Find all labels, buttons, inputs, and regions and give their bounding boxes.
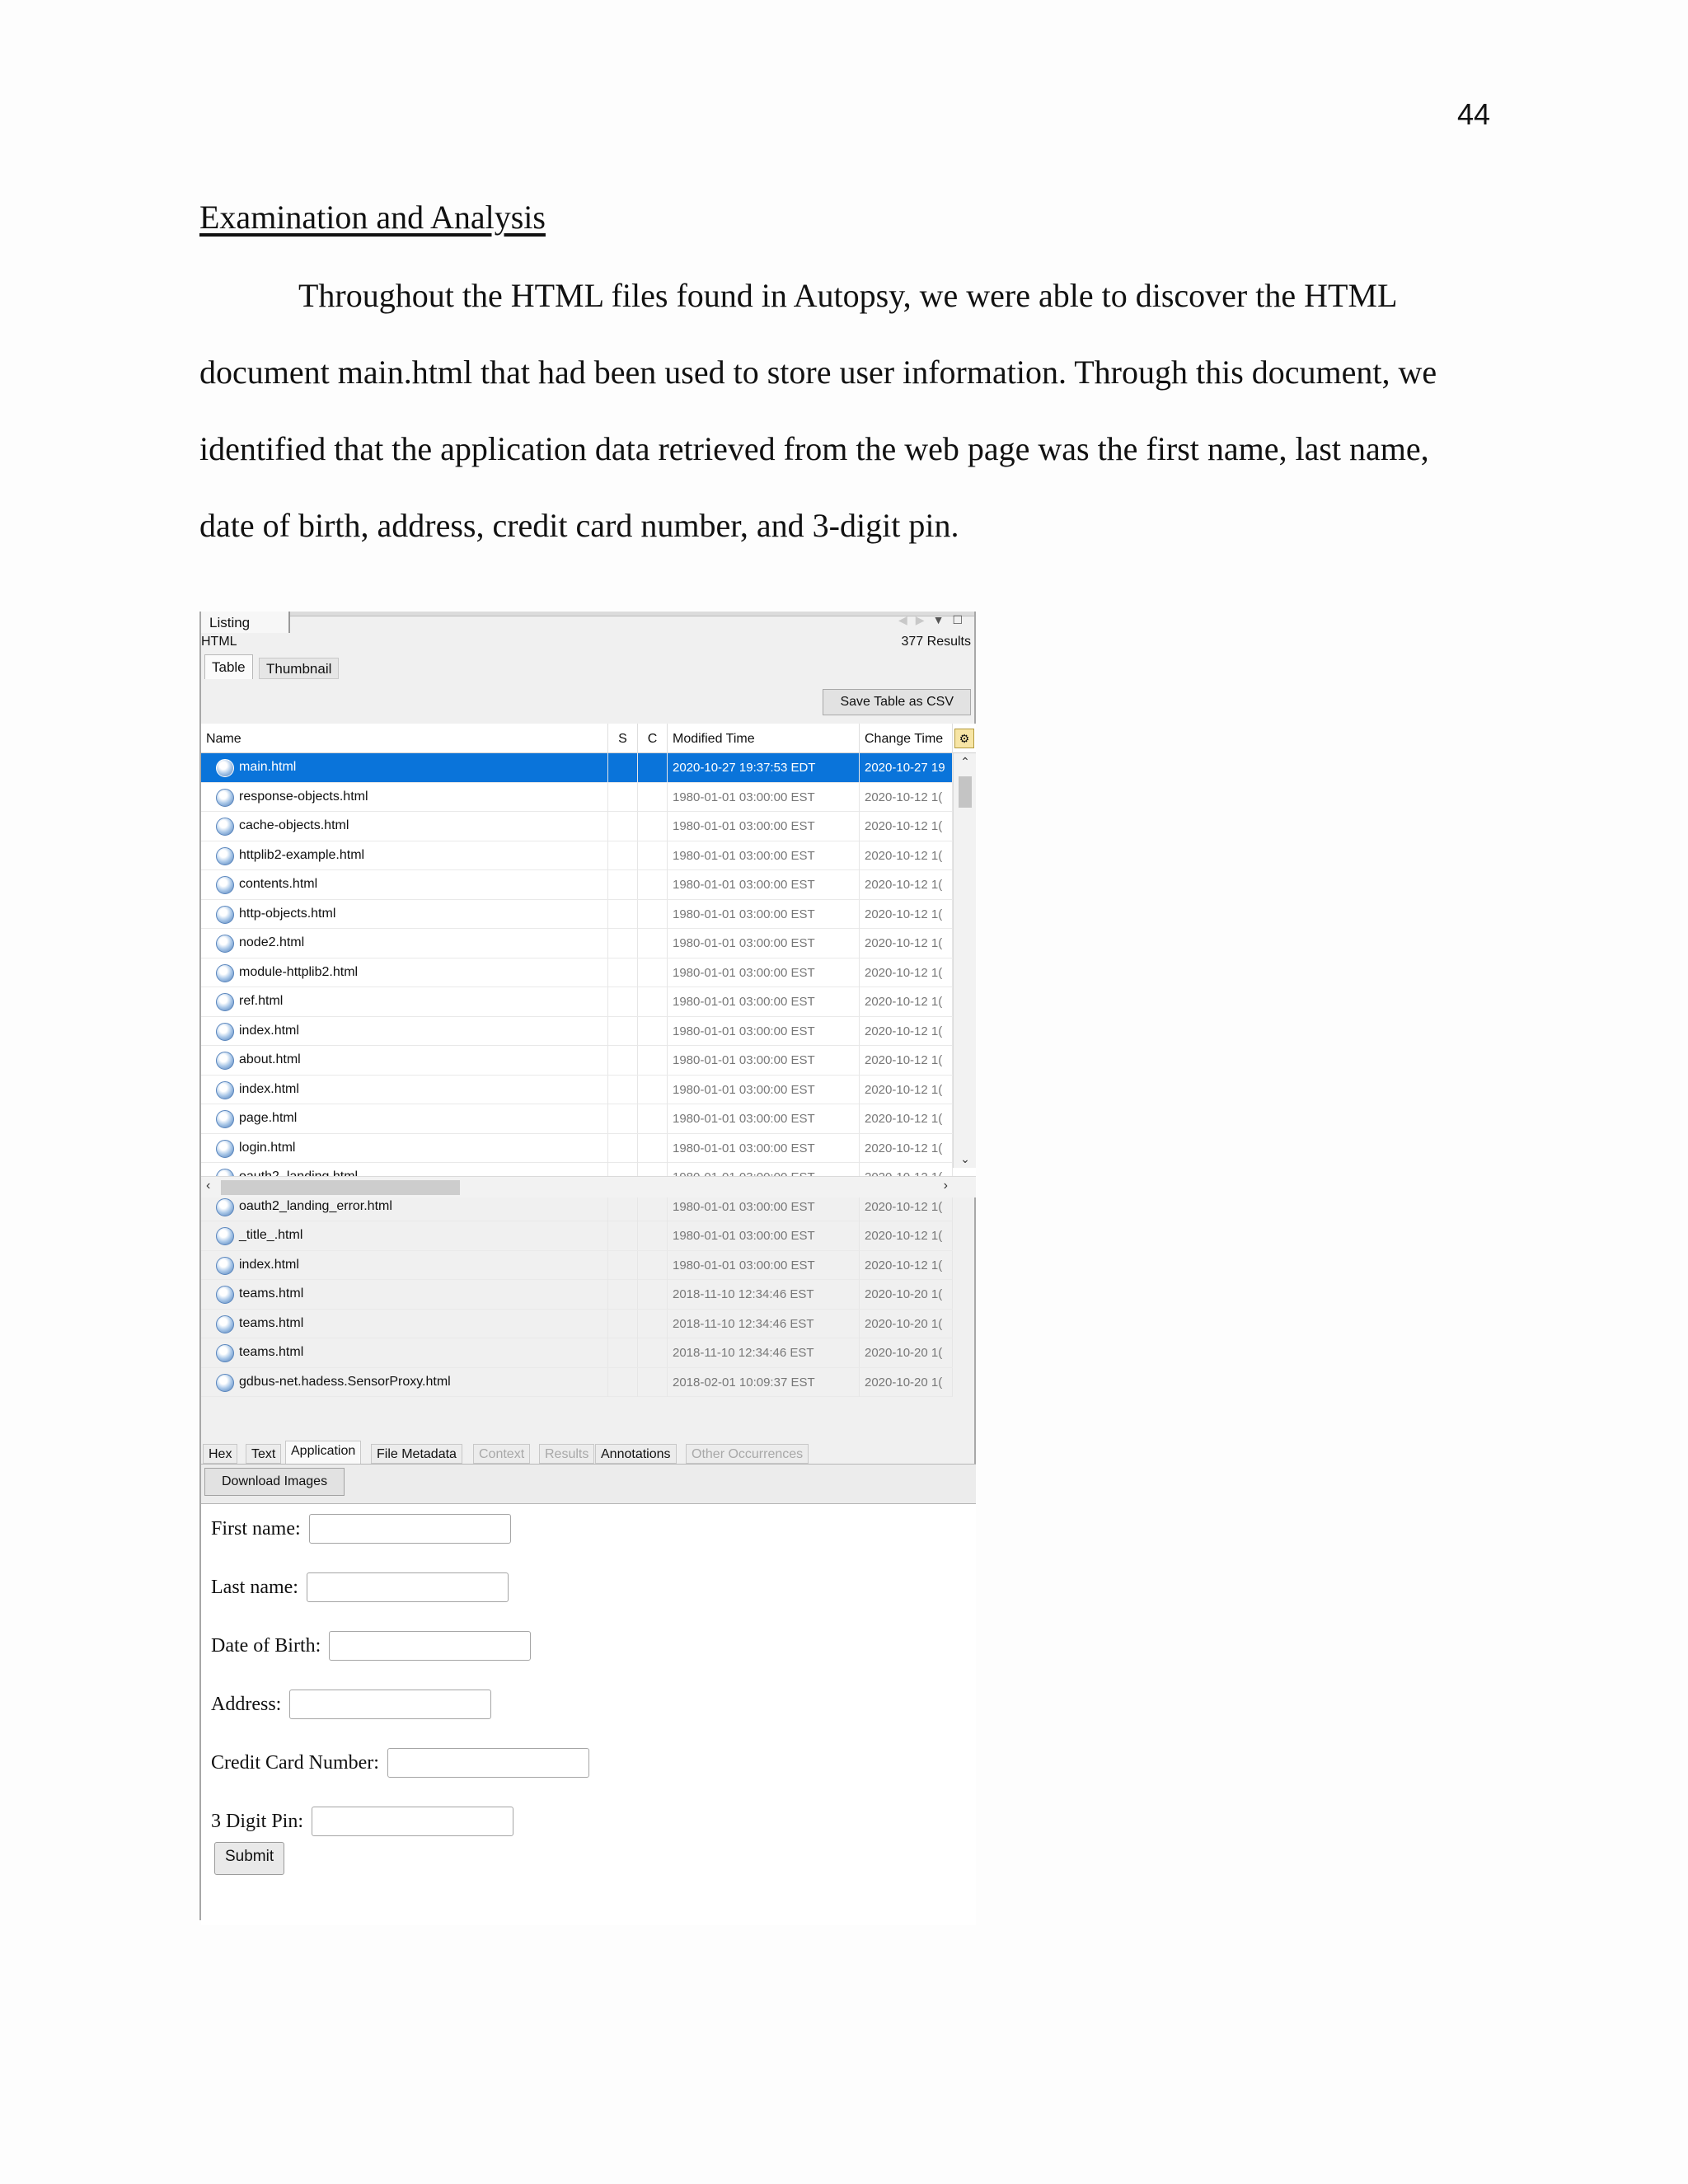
form-row <box>211 1805 513 1838</box>
file-name: node2.html <box>239 935 305 949</box>
listing-header <box>201 612 974 633</box>
cell-modified-time: 1980-01-01 03:00:00 EST <box>668 1221 860 1250</box>
form-row <box>211 1688 491 1721</box>
first-name-input[interactable] <box>309 1514 511 1544</box>
cell-c <box>638 812 668 841</box>
save-table-csv-button[interactable]: Save Table as CSV <box>823 689 971 715</box>
cell-c <box>638 1368 668 1397</box>
results-table <box>201 724 976 1390</box>
cell-s <box>608 1251 638 1280</box>
html-file-icon <box>216 935 234 953</box>
tab-hex[interactable]: Hex <box>203 1444 237 1464</box>
scroll-down-icon[interactable]: ⌄ <box>960 1152 970 1165</box>
paragraph-line: date of birth, address, credit card number, and 3-digit pin. <box>199 507 959 544</box>
column-change-time[interactable]: Change Time <box>860 724 953 753</box>
tab-table[interactable]: Table <box>204 654 253 679</box>
file-name: teams.html <box>239 1345 304 1359</box>
cell-modified-time: 1980-01-01 03:00:00 EST <box>668 812 860 841</box>
html-file-icon <box>216 1110 234 1128</box>
file-name: main.html <box>239 760 297 774</box>
paragraph-line: identified that the application data retrieved from the web page was the first name, last name, <box>199 430 1429 467</box>
cell-change-time: 2020-10-12 1( <box>860 841 953 870</box>
file-name: response-objects.html <box>239 789 368 804</box>
address-label: Address: <box>211 1693 282 1715</box>
table-row[interactable] <box>201 958 953 988</box>
table-row[interactable] <box>201 1221 953 1251</box>
cell-modified-time: 2020-10-27 19:37:53 EDT <box>668 753 860 782</box>
path-label: HTML <box>201 635 237 649</box>
cell-c <box>638 900 668 929</box>
cell-modified-time: 1980-01-01 03:00:00 EST <box>668 1193 860 1221</box>
cell-modified-time: 1980-01-01 03:00:00 EST <box>668 783 860 812</box>
file-name: contents.html <box>239 877 318 891</box>
form-row <box>211 1571 509 1604</box>
3-digit-pin-label: 3 Digit Pin: <box>211 1810 304 1832</box>
application-panel <box>201 1464 976 1925</box>
page-number: 44 <box>1456 97 1490 131</box>
cell-change-time: 2020-10-12 1( <box>860 1251 953 1280</box>
cell-change-time: 2020-10-20 1( <box>860 1310 953 1338</box>
file-name: teams.html <box>239 1315 304 1330</box>
file-name: about.html <box>239 1052 301 1066</box>
cell-name <box>201 1338 608 1367</box>
cell-c <box>638 753 668 782</box>
cell-c <box>638 987 668 1016</box>
cell-change-time: 2020-10-12 1( <box>860 812 953 841</box>
tab-other-occurrences: Other Occurrences <box>686 1444 809 1464</box>
scroll-thumb[interactable] <box>959 776 972 808</box>
tab-context: Context <box>473 1444 530 1464</box>
html-file-icon <box>216 1023 234 1041</box>
date-of-birth-input[interactable] <box>329 1631 531 1661</box>
cell-modified-time: 1980-01-01 03:00:00 EST <box>668 958 860 987</box>
cell-change-time: 2020-10-12 1( <box>860 1221 953 1250</box>
file-name: ref.html <box>239 994 284 1008</box>
form-row <box>211 1512 511 1545</box>
file-name: page.html <box>239 1111 298 1125</box>
column-modified-time[interactable]: Modified Time <box>668 724 860 753</box>
vertical-scrollbar[interactable] <box>953 753 976 1168</box>
cell-change-time: 2020-10-12 1( <box>860 900 953 929</box>
cell-s <box>608 1310 638 1338</box>
cell-change-time: 2020-10-12 1( <box>860 1046 953 1075</box>
cell-c <box>638 1338 668 1367</box>
cell-c <box>638 929 668 958</box>
table-row[interactable] <box>201 1046 953 1076</box>
app-toolbar <box>201 1465 976 1504</box>
file-name: module-httplib2.html <box>239 964 359 979</box>
tab-text[interactable]: Text <box>246 1444 281 1464</box>
cell-c <box>638 1017 668 1046</box>
html-file-icon <box>216 789 234 807</box>
file-name: http-objects.html <box>239 906 336 921</box>
cell-c <box>638 1280 668 1309</box>
cell-modified-time: 1980-01-01 03:00:00 EST <box>668 1104 860 1133</box>
html-file-icon <box>216 847 234 865</box>
window-controls <box>898 613 971 627</box>
cell-s <box>608 987 638 1016</box>
cell-s <box>608 812 638 841</box>
cell-s <box>608 1104 638 1133</box>
cell-s <box>608 753 638 782</box>
cell-name <box>201 1368 608 1397</box>
horizontal-scrollbar[interactable] <box>201 1176 976 1197</box>
file-name: teams.html <box>239 1286 304 1301</box>
cell-modified-time: 2018-02-01 10:09:37 EST <box>668 1368 860 1397</box>
html-file-icon <box>216 876 234 894</box>
cell-s <box>608 870 638 899</box>
cell-modified-time: 1980-01-01 03:00:00 EST <box>668 1046 860 1075</box>
cell-name <box>201 900 608 929</box>
html-file-icon <box>216 906 234 924</box>
cell-change-time: 2020-10-12 1( <box>860 929 953 958</box>
table-row[interactable] <box>201 812 953 841</box>
cell-name <box>201 783 608 812</box>
cell-change-time: 2020-10-12 1( <box>860 870 953 899</box>
last-name-label: Last name: <box>211 1576 298 1598</box>
cell-c <box>638 1134 668 1163</box>
cell-name <box>201 812 608 841</box>
form-row <box>211 1629 531 1662</box>
cell-name <box>201 1104 608 1133</box>
file-name: gdbus-net.hadess.SensorProxy.html <box>239 1374 451 1389</box>
file-name: index.html <box>239 1081 299 1096</box>
cell-change-time: 2020-10-12 1( <box>860 958 953 987</box>
cell-s <box>608 1076 638 1104</box>
body-paragraph <box>199 268 1518 574</box>
cell-change-time: 2020-10-12 1( <box>860 1134 953 1163</box>
next-icon[interactable]: ▶ <box>915 613 933 626</box>
3-digit-pin-input[interactable] <box>312 1807 513 1836</box>
cell-c <box>638 1104 668 1133</box>
cell-change-time: 2020-10-12 1( <box>860 783 953 812</box>
cell-change-time: 2020-10-12 1( <box>860 987 953 1016</box>
file-name: index.html <box>239 1023 299 1038</box>
html-file-icon <box>216 1140 234 1158</box>
table-row[interactable] <box>201 870 953 900</box>
cell-modified-time: 1980-01-01 03:00:00 EST <box>668 987 860 1016</box>
cell-name <box>201 1134 608 1163</box>
table-row[interactable] <box>201 1251 953 1281</box>
cell-c <box>638 1046 668 1075</box>
file-name: login.html <box>239 1140 296 1155</box>
cell-s <box>608 1017 638 1046</box>
first-name-label: First name: <box>211 1517 301 1540</box>
html-file-icon <box>216 818 234 836</box>
cell-change-time: 2020-10-12 1( <box>860 1076 953 1104</box>
dropdown-icon[interactable]: ▼ <box>932 613 953 626</box>
html-file-icon <box>216 1052 234 1070</box>
autopsy-screenshot <box>199 612 976 1920</box>
html-file-icon <box>216 1227 234 1245</box>
cell-name <box>201 1310 608 1338</box>
cell-modified-time: 1980-01-01 03:00:00 EST <box>668 1251 860 1280</box>
cell-name <box>201 929 608 958</box>
cell-name <box>201 1076 608 1104</box>
html-file-icon <box>216 1081 234 1099</box>
submit-button[interactable]: Submit <box>214 1842 284 1875</box>
tab-annotations[interactable]: Annotations <box>595 1444 677 1464</box>
cell-modified-time: 2018-11-10 12:34:46 EST <box>668 1280 860 1309</box>
cell-name <box>201 1046 608 1075</box>
cell-s <box>608 1280 638 1309</box>
cell-s <box>608 900 638 929</box>
cell-c <box>638 1251 668 1280</box>
cell-c <box>638 958 668 987</box>
cell-name <box>201 841 608 870</box>
column-name[interactable]: Name <box>201 724 608 753</box>
cell-modified-time: 1980-01-01 03:00:00 EST <box>668 900 860 929</box>
cell-change-time: 2020-10-12 1( <box>860 1193 953 1221</box>
cell-s <box>608 1338 638 1367</box>
html-file-icon <box>216 993 234 1011</box>
cell-modified-time: 1980-01-01 03:00:00 EST <box>668 870 860 899</box>
tab-file-metadata[interactable]: File Metadata <box>371 1444 462 1464</box>
tab-application[interactable]: Application <box>285 1441 361 1464</box>
cell-s <box>608 929 638 958</box>
cell-change-time: 2020-10-27 19 <box>860 753 953 782</box>
table-row[interactable] <box>201 1017 953 1047</box>
table-row[interactable] <box>201 1280 953 1310</box>
table-row[interactable] <box>201 1368 953 1398</box>
tab-strip <box>290 612 974 616</box>
section-heading: Examination and Analysis <box>199 199 546 236</box>
cell-name <box>201 1017 608 1046</box>
cell-c <box>638 1076 668 1104</box>
cell-change-time: 2020-10-20 1( <box>860 1338 953 1367</box>
cell-modified-time: 1980-01-01 03:00:00 EST <box>668 841 860 870</box>
form-row <box>211 1746 589 1779</box>
table-row[interactable] <box>201 929 953 958</box>
cell-modified-time: 2018-11-10 12:34:46 EST <box>668 1310 860 1338</box>
scroll-up-icon[interactable]: ⌃ <box>960 755 970 768</box>
table-row[interactable] <box>201 900 953 930</box>
listing-tab[interactable]: Listing <box>201 612 290 633</box>
cell-name <box>201 1221 608 1250</box>
cell-change-time: 2020-10-12 1( <box>860 1104 953 1133</box>
file-name: cache-objects.html <box>239 818 349 832</box>
last-name-input[interactable] <box>307 1572 509 1602</box>
cell-s <box>608 841 638 870</box>
table-row[interactable] <box>201 1338 953 1368</box>
paragraph-line: Throughout the HTML files found in Autopsy, we were able to discover the HTML <box>298 277 1398 314</box>
scroll-right-icon[interactable]: › <box>943 1179 948 1193</box>
scroll-left-icon[interactable]: ‹ <box>206 1179 211 1193</box>
cell-s <box>608 1134 638 1163</box>
cell-c <box>638 1221 668 1250</box>
cell-name <box>201 1280 608 1309</box>
credit-card-number-label: Credit Card Number: <box>211 1751 379 1774</box>
table-row[interactable] <box>201 1310 953 1339</box>
table-row[interactable] <box>201 1104 953 1134</box>
html-file-icon <box>216 964 234 982</box>
cell-c <box>638 1310 668 1338</box>
download-images-button[interactable]: Download Images <box>204 1468 345 1496</box>
cell-name <box>201 987 608 1016</box>
date-of-birth-label: Date of Birth: <box>211 1634 321 1657</box>
cell-change-time: 2020-10-12 1( <box>860 1017 953 1046</box>
maximize-icon[interactable]: ☐ <box>952 613 971 626</box>
column-s[interactable]: S <box>608 724 638 753</box>
cell-s <box>608 783 638 812</box>
prev-icon[interactable]: ◀ <box>898 613 916 626</box>
file-name: oauth2_landing_error.html <box>239 1198 392 1213</box>
cell-modified-time: 1980-01-01 03:00:00 EST <box>668 929 860 958</box>
html-file-icon <box>216 1198 234 1216</box>
table-row[interactable] <box>201 783 953 813</box>
cell-s <box>608 1368 638 1397</box>
cell-modified-time: 2018-11-10 12:34:46 EST <box>668 1338 860 1367</box>
paragraph-line: document main.html that had been used to store user information. Through this document, we <box>199 354 1437 391</box>
cell-name <box>201 753 608 782</box>
table-row[interactable] <box>201 753 953 783</box>
cell-modified-time: 1980-01-01 03:00:00 EST <box>668 1076 860 1104</box>
tab-results: Results <box>539 1444 594 1464</box>
html-file-icon <box>216 1374 234 1392</box>
table-row[interactable] <box>201 841 953 871</box>
column-c[interactable]: C <box>638 724 668 753</box>
html-file-icon <box>216 1344 234 1362</box>
html-file-icon <box>216 759 234 777</box>
cell-s <box>608 1046 638 1075</box>
html-file-icon <box>216 1257 234 1275</box>
cell-change-time: 2020-10-20 1( <box>860 1280 953 1309</box>
table-row[interactable] <box>201 1134 953 1164</box>
cell-c <box>638 870 668 899</box>
cell-modified-time: 1980-01-01 03:00:00 EST <box>668 1134 860 1163</box>
tab-thumbnail[interactable]: Thumbnail <box>259 658 339 679</box>
file-name: index.html <box>239 1257 299 1272</box>
cell-change-time: 2020-10-20 1( <box>860 1368 953 1397</box>
file-name: httplib2-example.html <box>239 847 365 862</box>
cell-c <box>638 841 668 870</box>
hscroll-thumb[interactable] <box>221 1180 460 1195</box>
cell-s <box>608 1221 638 1250</box>
table-row[interactable] <box>201 987 953 1017</box>
table-header <box>201 724 976 753</box>
html-file-icon <box>216 1286 234 1304</box>
html-file-icon <box>216 1315 234 1333</box>
cell-name <box>201 870 608 899</box>
cell-name <box>201 958 608 987</box>
cell-s <box>608 958 638 987</box>
cell-c <box>638 783 668 812</box>
address-input[interactable] <box>289 1690 491 1719</box>
file-name: _title_.html <box>239 1228 303 1242</box>
results-count: 377 Results <box>901 635 971 649</box>
credit-card-number-input[interactable] <box>387 1748 589 1778</box>
content-viewer-tabs <box>201 1441 976 1464</box>
table-row[interactable] <box>201 1076 953 1105</box>
column-chooser-icon[interactable]: ⚙ <box>954 729 974 748</box>
cell-modified-time: 1980-01-01 03:00:00 EST <box>668 1017 860 1046</box>
cell-name <box>201 1251 608 1280</box>
